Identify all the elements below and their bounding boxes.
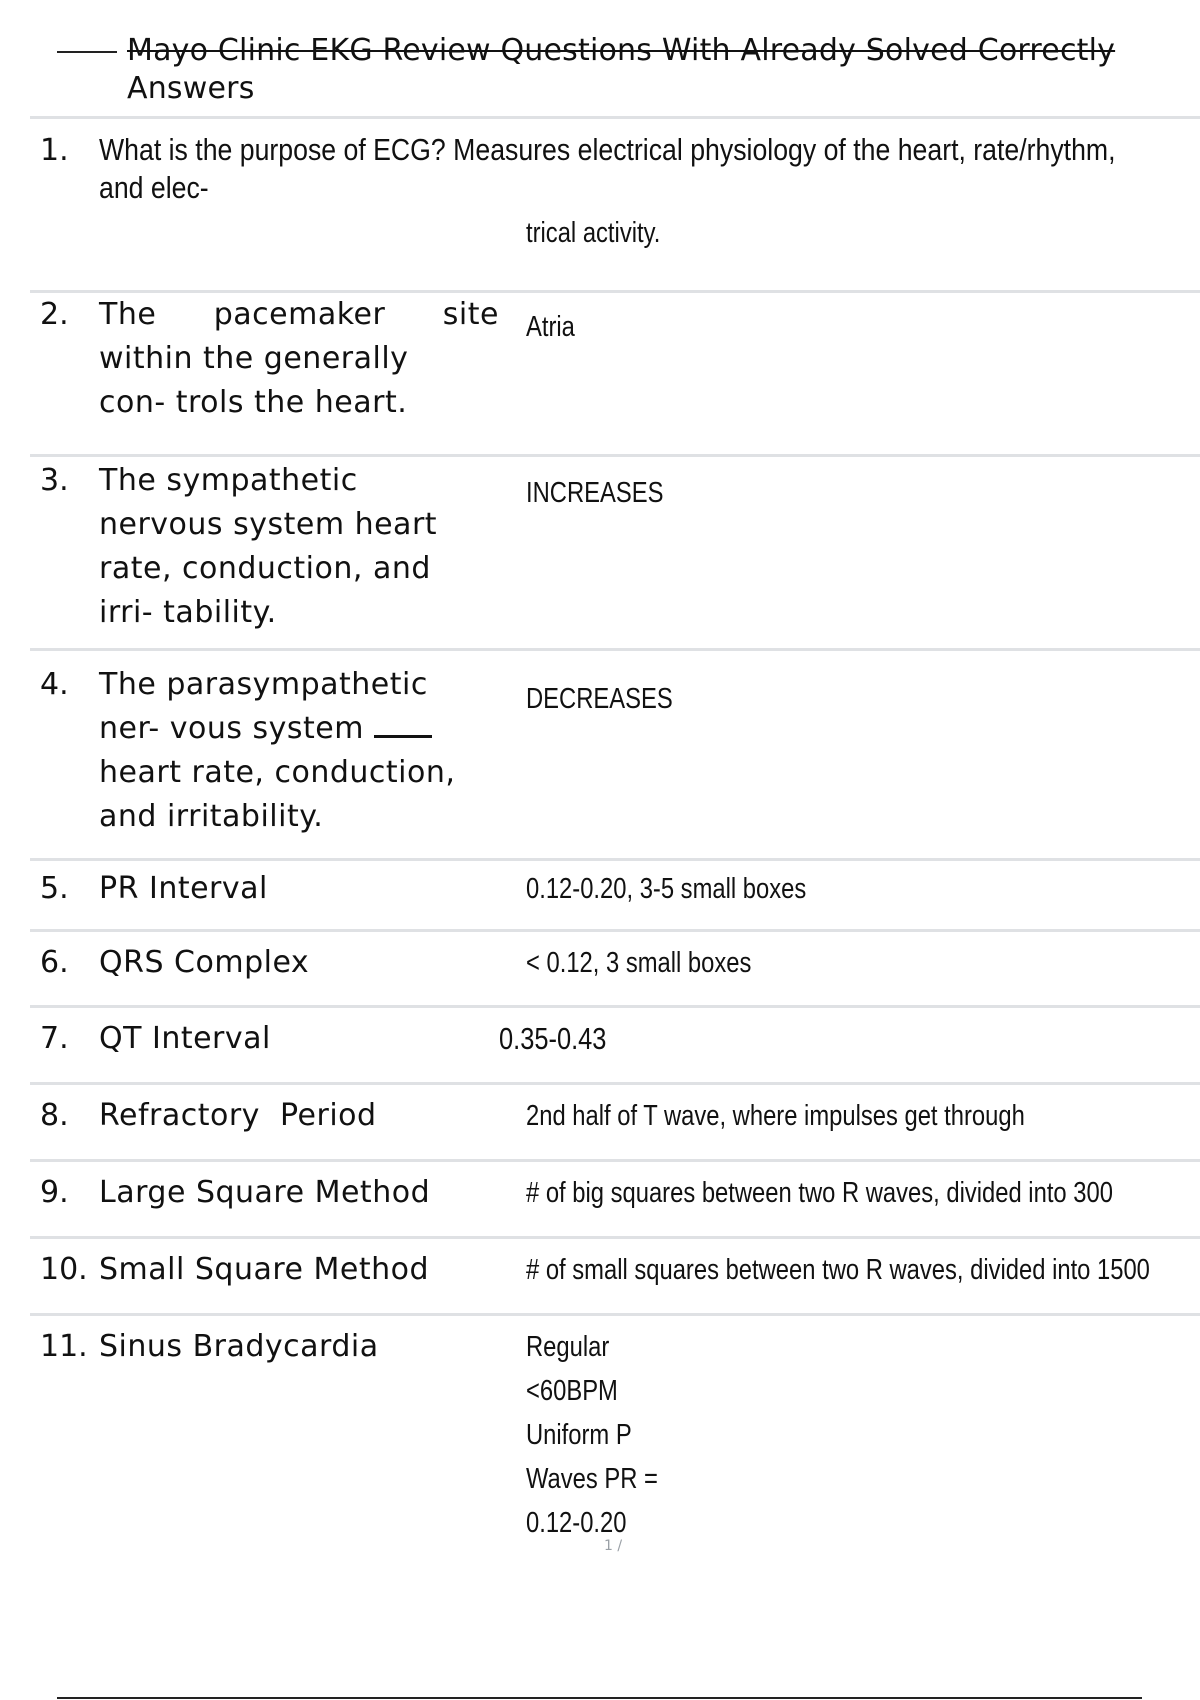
qa-item-8 <box>30 1082 1200 1159</box>
qa-item-9 <box>30 1159 1200 1236</box>
document-title <box>127 32 1197 108</box>
question-text: The pacemaker site within the generally con- trols the heart. <box>99 297 499 420</box>
question-text: Small Square Method <box>99 1252 430 1287</box>
title-line-1: Mayo Clinic EKG Review Questions With Already Solved Correctly <box>127 33 1116 68</box>
qa-list <box>30 116 1200 1573</box>
answer-text: < 0.12, 3 small boxes <box>526 947 752 979</box>
qa-item-10 <box>30 1236 1200 1313</box>
question-number: 8. <box>40 1098 69 1133</box>
qa-item-4 <box>30 648 1200 858</box>
answer-text: # of small squares between two R waves, divided into 1500 <box>526 1254 1150 1286</box>
answer-text: Atria <box>526 311 575 343</box>
qa-item-11 <box>30 1313 1200 1573</box>
title-line-2: Answers <box>127 71 255 106</box>
question-text: Large Square Method <box>99 1175 431 1210</box>
answer-text: INCREASES <box>526 477 664 509</box>
question-text: Refractory Period <box>99 1098 377 1133</box>
answer-text: Regular <60BPM Uniform P Waves PR = 0.12-0.20 <box>526 1331 658 1539</box>
answer-text: 2nd half of T wave, where impulses get through <box>526 1100 1025 1132</box>
answer-text: DECREASES <box>526 683 673 715</box>
question-number: 3. <box>40 463 69 498</box>
header-rule <box>57 51 117 53</box>
qa-item-2 <box>30 290 1200 454</box>
answer-blank <box>374 711 432 738</box>
question-text: The parasympathetic ner- vous system heart rate, conduction, and irritability. <box>99 667 456 834</box>
qa-item-7 <box>30 1005 1200 1082</box>
qa-item-5 <box>30 858 1200 929</box>
question-text: PR Interval <box>99 871 268 906</box>
qa-item-1 <box>30 116 1200 290</box>
question-number: 9. <box>40 1175 69 1210</box>
question-number: 10. <box>40 1252 88 1287</box>
question-number: 11. <box>40 1329 88 1364</box>
question-number: 2. <box>40 297 69 332</box>
footer-rule <box>57 1697 1142 1699</box>
question-text: What is the purpose of ECG? Measures electrical physiology of the heart, rate/rhythm, and elec- <box>99 132 1116 205</box>
question-number: 6. <box>40 945 69 980</box>
qa-item-3 <box>30 454 1200 648</box>
question-number: 5. <box>40 871 69 906</box>
question-text: Sinus Bradycardia <box>99 1329 379 1364</box>
answer-text: trical activity. <box>526 217 661 249</box>
qa-item-6 <box>30 929 1200 1005</box>
question-text: The sympathetic nervous system heart rate, conduction, and irri- tability. <box>99 463 438 630</box>
answer-text: # of big squares between two R waves, divided into 300 <box>526 1177 1113 1209</box>
answer-text: 0.12-0.20, 3-5 small boxes <box>526 873 807 905</box>
question-number: 4. <box>40 667 69 702</box>
question-text: QT Interval <box>99 1021 271 1056</box>
question-text: QRS Complex <box>99 945 310 980</box>
question-number: 1. <box>40 133 69 168</box>
question-number: 7. <box>40 1021 69 1056</box>
answer-text: 0.35-0.43 <box>499 1021 607 1056</box>
page-number: 1 / <box>604 1538 623 1554</box>
